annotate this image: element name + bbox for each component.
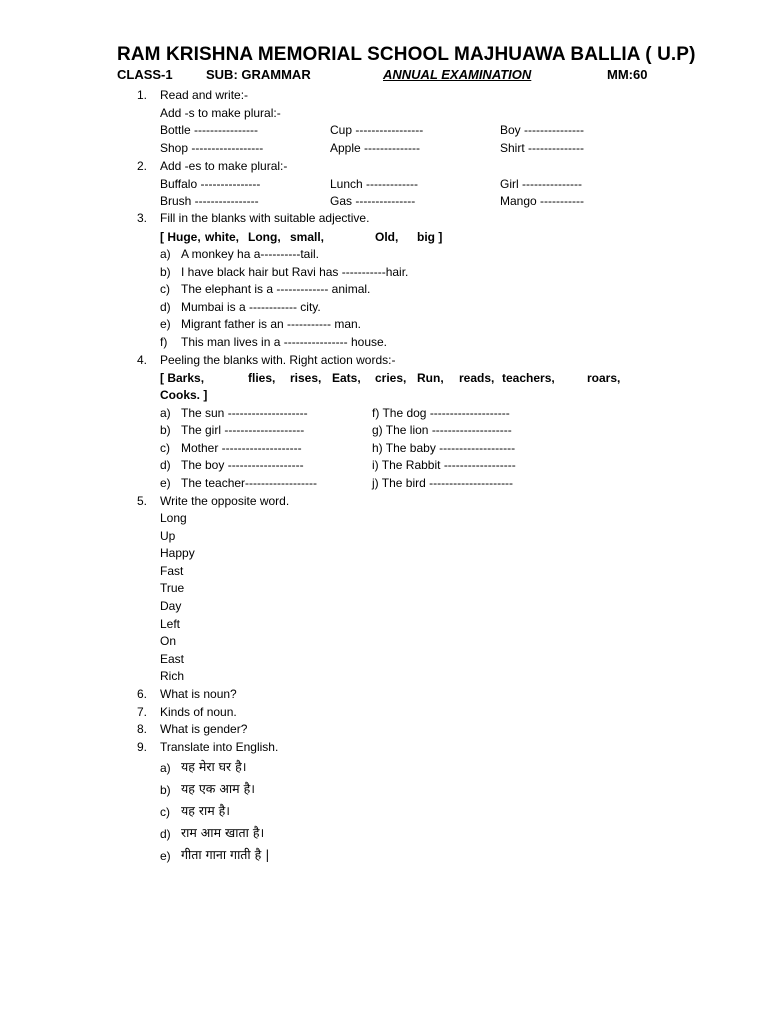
- question-number: 8.: [137, 722, 148, 736]
- opposite-word: Happy: [160, 546, 195, 560]
- question-title: Write the opposite word.: [160, 494, 290, 508]
- word-option: cries,: [375, 371, 407, 385]
- word-option: [ Barks,: [160, 371, 205, 385]
- item-label: e): [160, 476, 171, 490]
- hindi-sentence: यह एक आम है।: [181, 781, 255, 796]
- question-number: 1.: [137, 88, 148, 102]
- word-blank: Mango -----------: [500, 194, 584, 208]
- word-option: Old,: [375, 230, 399, 244]
- opposite-word: True: [160, 581, 185, 595]
- opposite-word: Day: [160, 599, 182, 613]
- fill-blank-sentence: The teacher------------------: [181, 476, 317, 490]
- word-option: Eats,: [332, 371, 361, 385]
- word-blank: Shirt --------------: [500, 141, 584, 155]
- fill-blank-sentence: The boy -------------------: [181, 458, 304, 472]
- fill-blank-sentence: I have black hair but Ravi has -----------hair.: [181, 265, 409, 279]
- question-subtitle: Add -s to make plural:-: [160, 106, 281, 120]
- word-option: Cooks. ]: [160, 388, 208, 402]
- fill-blank-sentence: The elephant is a ------------- animal.: [181, 282, 371, 296]
- exam-title: ANNUAL EXAMINATION: [383, 67, 532, 82]
- opposite-word: Rich: [160, 669, 185, 683]
- question-title: Peeling the blanks with. Right action words:-: [160, 353, 396, 367]
- subject-label: SUB: GRAMMAR: [206, 67, 311, 82]
- item-label: e): [160, 317, 171, 331]
- word-option: teachers,: [502, 371, 555, 385]
- question-title: Translate into English.: [160, 740, 279, 754]
- word-blank: Bottle ----------------: [160, 123, 258, 137]
- fill-blank-sentence: This man lives in a ---------------- house.: [181, 335, 388, 349]
- fill-blank-sentence: The sun --------------------: [181, 406, 308, 420]
- fill-blank-sentence: Migrant father is an ----------- man.: [181, 317, 362, 331]
- fill-blank-sentence: h) The baby -------------------: [372, 441, 516, 455]
- word-blank: Apple --------------: [330, 141, 420, 155]
- item-label: d): [160, 458, 171, 472]
- item-label: e): [160, 849, 171, 863]
- item-label: f): [160, 335, 168, 349]
- word-option: Run,: [417, 371, 444, 385]
- word-blank: Gas ---------------: [330, 194, 416, 208]
- question-title: Add -es to make plural:-: [160, 159, 288, 173]
- fill-blank-sentence: Mumbai is a ------------ city.: [181, 300, 321, 314]
- question-number: 9.: [137, 740, 148, 754]
- question-title: Kinds of noun.: [160, 705, 237, 719]
- word-blank: Shop ------------------: [160, 141, 264, 155]
- item-label: d): [160, 300, 171, 314]
- question-title: Fill in the blanks with suitable adjective.: [160, 211, 370, 225]
- opposite-word: Up: [160, 529, 176, 543]
- word-option: roars,: [587, 371, 621, 385]
- opposite-word: East: [160, 652, 185, 666]
- word-option: rises,: [290, 371, 322, 385]
- item-label: a): [160, 406, 171, 420]
- fill-blank-sentence: A monkey ha a----------tail.: [181, 247, 320, 261]
- question-number: 4.: [137, 353, 148, 367]
- question-number: 7.: [137, 705, 148, 719]
- fill-blank-sentence: f) The dog --------------------: [372, 406, 510, 420]
- class-label: CLASS-1: [117, 67, 173, 82]
- fill-blank-sentence: Mother --------------------: [181, 441, 302, 455]
- question-title: Read and write:-: [160, 88, 249, 102]
- word-option: big ]: [417, 230, 443, 244]
- item-label: a): [160, 247, 171, 261]
- word-blank: Cup -----------------: [330, 123, 424, 137]
- opposite-word: Fast: [160, 564, 184, 578]
- word-blank: Lunch -------------: [330, 177, 418, 191]
- word-option: [ Huge,: [160, 230, 201, 244]
- word-blank: Buffalo ---------------: [160, 177, 261, 191]
- fill-blank-sentence: g) The lion --------------------: [372, 423, 512, 437]
- word-blank: Boy ---------------: [500, 123, 584, 137]
- question-number: 5.: [137, 494, 148, 508]
- word-option: white,: [205, 230, 240, 244]
- item-label: b): [160, 265, 171, 279]
- question-number: 2.: [137, 159, 148, 173]
- word-option: Long,: [248, 230, 281, 244]
- word-blank: Girl ---------------: [500, 177, 582, 191]
- question-title: What is noun?: [160, 687, 237, 701]
- item-label: b): [160, 783, 171, 797]
- fill-blank-sentence: j) The bird ---------------------: [372, 476, 514, 490]
- hindi-sentence: गीता गाना गाती है |: [181, 847, 270, 862]
- item-label: c): [160, 282, 170, 296]
- item-label: c): [160, 441, 170, 455]
- question-title: What is gender?: [160, 722, 248, 736]
- fill-blank-sentence: i) The Rabbit ------------------: [372, 458, 516, 472]
- word-option: flies,: [248, 371, 276, 385]
- item-label: d): [160, 827, 171, 841]
- question-number: 3.: [137, 211, 148, 225]
- item-label: b): [160, 423, 171, 437]
- item-label: c): [160, 805, 170, 819]
- max-marks: MM:60: [607, 67, 648, 82]
- fill-blank-sentence: The girl --------------------: [181, 423, 305, 437]
- hindi-sentence: यह मेरा घर है।: [181, 759, 247, 774]
- word-option: reads,: [459, 371, 495, 385]
- hindi-sentence: राम आम खाता है।: [181, 825, 265, 840]
- opposite-word: Left: [160, 617, 181, 631]
- hindi-sentence: यह राम है।: [181, 803, 231, 818]
- question-number: 6.: [137, 687, 148, 701]
- opposite-word: Long: [160, 511, 187, 525]
- word-blank: Brush ----------------: [160, 194, 259, 208]
- school-title: RAM KRISHNA MEMORIAL SCHOOL MAJHUAWA BALLIA ( U.P): [117, 44, 696, 65]
- opposite-word: On: [160, 634, 177, 648]
- item-label: a): [160, 761, 171, 775]
- word-option: small,: [290, 230, 325, 244]
